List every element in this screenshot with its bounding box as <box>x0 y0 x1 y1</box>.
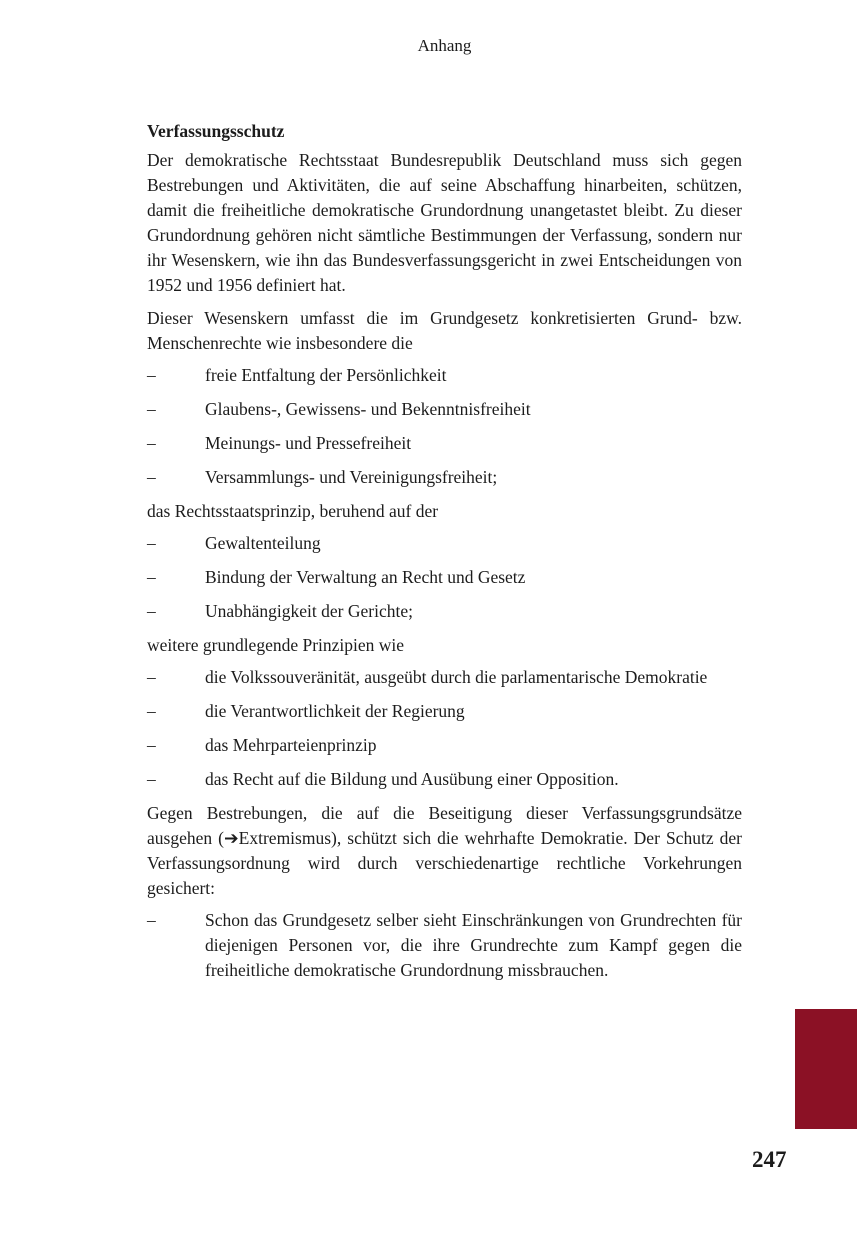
list-item-text: Bindung der Verwaltung an Recht und Gesetz <box>205 567 526 587</box>
dash-mark: – <box>147 735 156 755</box>
crossref-link-extremismus[interactable]: Extremismus <box>238 828 332 848</box>
dash-mark: – <box>147 467 156 487</box>
defense-text-end: ), schützt sich die wehrhafte Demokratie. Der Schutz der Verfassungsordnung wird durch verschiedenartige rechtliche Vorkehrungen gesichert: <box>147 828 742 898</box>
list-item <box>147 733 742 758</box>
dash-mark: – <box>147 601 156 621</box>
list-item <box>147 531 742 556</box>
chapter-tab <box>795 1009 857 1129</box>
dash-mark: – <box>147 567 156 587</box>
list-item-text: das Mehrparteienprinzip <box>205 735 377 755</box>
list-item <box>147 565 742 590</box>
dash-mark: – <box>147 701 156 721</box>
dash-mark: – <box>147 433 156 453</box>
list-item-text: Unabhängigkeit der Gerichte; <box>205 601 413 621</box>
dash-mark: – <box>147 910 156 930</box>
core-lead-paragraph: Dieser Wesenskern umfasst die im Grundgesetz konkretisierten Grund- bzw. Menschenrechte wie insbesondere die <box>147 308 742 353</box>
list-item <box>147 363 742 388</box>
list-item <box>147 431 742 456</box>
list-item-text: Glaubens-, Gewissens- und Bekenntnisfreiheit <box>205 399 531 419</box>
rule-of-law-list <box>147 531 742 624</box>
list-item <box>147 665 742 690</box>
page-content <box>147 117 742 992</box>
defense-text-start: Gegen Bestrebungen, die auf die Beseitigung dieser Verfassungsgrundsätze ausgehen ( <box>147 803 742 848</box>
running-head: Anhang <box>417 36 472 55</box>
list-item-text: die Volkssouveränität, ausgeübt durch die parlamentarische Demokratie <box>205 667 708 687</box>
list-item-text: Meinungs- und Pressefreiheit <box>205 433 412 453</box>
principles-list <box>147 665 742 792</box>
list-item <box>147 599 742 624</box>
dash-mark: – <box>147 399 156 419</box>
list-item <box>147 908 742 983</box>
section-title: Verfassungsschutz <box>147 121 285 141</box>
list-item-text: freie Entfaltung der Persönlichkeit <box>205 365 447 385</box>
rights-list <box>147 363 742 490</box>
page-number: 247 <box>752 1147 787 1172</box>
list-item <box>147 465 742 490</box>
list-item-text: das Recht auf die Bildung und Ausübung einer Opposition. <box>205 769 619 789</box>
dash-mark: – <box>147 365 156 385</box>
measures-list <box>147 908 742 983</box>
list-item-text: Schon das Grundgesetz selber sieht Einschränkungen von Grundrechten für diejenigen Personen vor, die ihre Grundrechte zum Kampf gegen die freiheitliche demokratische Grundordnung missbrauchen. <box>205 910 742 980</box>
list-item-text: Versammlungs- und Vereinigungsfreiheit; <box>205 467 498 487</box>
list-item <box>147 699 742 724</box>
dash-mark: – <box>147 533 156 553</box>
rule-of-law-lead: das Rechtsstaatsprinzip, beruhend auf der <box>147 501 439 521</box>
principles-lead: weitere grundlegende Prinzipien wie <box>147 635 405 655</box>
arrow-right-icon: ➔ <box>224 828 239 848</box>
defense-paragraph <box>147 801 742 901</box>
dash-mark: – <box>147 667 156 687</box>
list-item <box>147 397 742 422</box>
list-item <box>147 767 742 792</box>
list-item-text: die Verantwortlichkeit der Regierung <box>205 701 465 721</box>
intro-paragraph: Der demokratische Rechtsstaat Bundesrepublik Deutschland muss sich gegen Bestrebungen und Aktivitäten, die auf seine Abschaffung hinarbeiten, schützen, damit die freiheitliche demokratische Grundordnung unangetastet bleibt. Zu dieser Grundordnung gehören nicht sämtliche Bestimmungen der Verfassung, sondern nur ihr Wesenskern, wie ihn das Bundesverfassungsgericht in zwei Entscheidungen von 1952 und 1956 definiert hat. <box>147 150 742 295</box>
dash-mark: – <box>147 769 156 789</box>
list-item-text: Gewaltenteilung <box>205 533 321 553</box>
